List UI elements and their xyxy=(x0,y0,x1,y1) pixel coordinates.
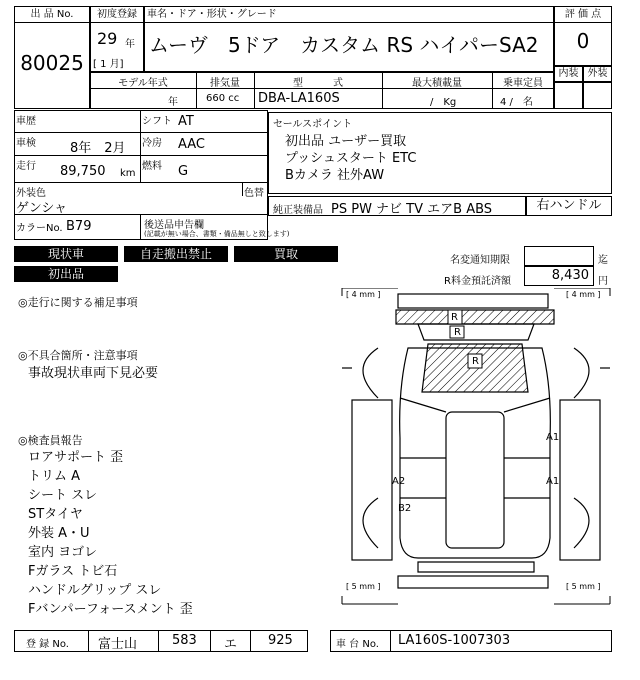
mileage-unit: km xyxy=(120,168,136,179)
exterior-label: 外装 xyxy=(583,66,612,82)
name-change-label: 名変通知期限 xyxy=(450,255,510,266)
tire-rear-right: [ 5 mm ] xyxy=(566,582,601,591)
tire-rear-left: [ 5 mm ] xyxy=(346,582,381,591)
carname: ムーヴ 5ドア カスタム RS ハイパーSA2 xyxy=(149,33,539,57)
equip-value: PS PW ナビ TV エアB ABS xyxy=(331,202,493,217)
ac-label: 冷房 xyxy=(142,138,162,149)
defect-text: 事故現状車両下見必要 xyxy=(28,366,159,381)
inspector-line-5: 外装 A・U xyxy=(28,526,90,541)
mark-r-grille: R xyxy=(454,327,461,338)
chassis-label: 車 台 No. xyxy=(336,639,379,650)
reg-number: 925 xyxy=(268,633,293,648)
displacement: 660 cc xyxy=(206,93,240,104)
interior-label: 内装 xyxy=(554,66,583,82)
ext-color-label: 外装色 xyxy=(16,188,46,199)
badge-buyback: 買取 xyxy=(234,246,338,262)
fuel-value: G xyxy=(178,164,189,179)
ac-value: AAC xyxy=(178,137,205,152)
model-year-unit: 年 xyxy=(168,97,178,108)
reg-place: 富士山 xyxy=(98,637,138,652)
equip-label: 純正装備品 xyxy=(273,205,323,216)
inspector-line-3: シート スレ xyxy=(28,488,98,503)
ext-color: ゲンシャ xyxy=(16,201,68,216)
aftermarket-label: 後送品申告欄 xyxy=(144,220,204,231)
car-diagram xyxy=(338,288,614,608)
sales-title: セールスポイント xyxy=(273,119,353,130)
exterior-score xyxy=(583,82,612,109)
reg-kana: エ xyxy=(224,637,238,652)
mileage-label: 走行 xyxy=(16,161,36,172)
reg-year: 29 xyxy=(97,29,118,48)
reg-month: [ 1 月] xyxy=(93,59,124,70)
score-box xyxy=(554,6,612,66)
shift-value: AT xyxy=(178,114,194,129)
carname-box xyxy=(144,6,554,72)
interior-score xyxy=(554,82,583,109)
mark-a2: A2 xyxy=(392,476,406,487)
score-value: 0 xyxy=(576,29,590,53)
reg-year-unit: 年 xyxy=(125,39,135,50)
mileage-value: 89,750 xyxy=(60,164,106,179)
capacity-label: 乗車定員 xyxy=(503,78,543,89)
lot-box xyxy=(14,6,90,109)
color-change-label: 色替 xyxy=(244,188,264,199)
chassis-number: LA160S-1007303 xyxy=(398,633,511,648)
history-label: 車歴 xyxy=(16,116,36,127)
reg-class: 583 xyxy=(172,633,197,648)
tire-front-left: [ 4 mm ] xyxy=(346,290,381,299)
inspector-line-4: STタイヤ xyxy=(28,507,83,522)
lot-number: 80025 xyxy=(20,51,84,75)
mark-r-windshield: R xyxy=(472,356,479,367)
max-load: / Kg xyxy=(430,97,457,108)
inspection-label: 車検 xyxy=(16,138,36,149)
mark-b2: B2 xyxy=(398,503,412,514)
score-label: 評 価 点 xyxy=(555,7,611,23)
fuel-label: 燃料 xyxy=(142,161,162,172)
badge-first: 初出品 xyxy=(14,266,118,282)
recycle-label: R料金預託済額 xyxy=(444,276,511,287)
type-label: 型 式 xyxy=(293,78,343,89)
inspector-line-7: Fガラス トビ石 xyxy=(28,564,118,579)
inspector-line-1: ロアサポート 歪 xyxy=(28,450,124,465)
color-no-label: カラーNo. xyxy=(16,223,63,234)
name-change-value xyxy=(524,246,594,266)
type: DBA-LA160S xyxy=(258,91,340,106)
inspector-line-6: 室内 ヨゴレ xyxy=(28,545,98,560)
tire-front-right: [ 4 mm ] xyxy=(566,290,601,299)
equip-box xyxy=(268,196,526,216)
defect-title: ◎不具合箇所・注意事項 xyxy=(18,349,138,362)
displacement-label: 排気量 xyxy=(210,78,240,89)
mark-r-hood: R xyxy=(451,312,458,323)
shift-label: シフト xyxy=(142,116,172,127)
driving-remarks-title: ◎走行に関する補足事項 xyxy=(18,296,138,309)
reg-label: 登 録 No. xyxy=(26,639,69,650)
aftermarket-note: (記載が無い場合、書類・備品無しと致します) xyxy=(144,230,290,238)
sales-box xyxy=(268,112,612,194)
inspector-line-2: トリム A xyxy=(28,469,81,484)
badge-current: 現状車 xyxy=(14,246,118,262)
handle-box: 右ハンドル xyxy=(526,196,612,216)
max-load-label: 最大積載量 xyxy=(412,78,462,89)
badge-no-drive: 自走搬出禁止 xyxy=(124,246,228,262)
first-reg-box xyxy=(90,6,144,72)
recycle-unit: 円 xyxy=(598,276,608,287)
carname-label: 車名・ドア・形状・グレード xyxy=(145,7,553,23)
mark-a1-upper: A1 xyxy=(546,432,560,443)
inspector-line-8: ハンドルグリップ スレ xyxy=(28,583,162,598)
sales-line-1: 初出品 ユーザー買取 xyxy=(285,134,407,149)
mark-a1-lower: A1 xyxy=(546,476,560,487)
recycle-value: 8,430 xyxy=(524,266,594,286)
model-year-label: モデル年式 xyxy=(118,78,168,89)
sales-line-2: プッシュスタート ETC xyxy=(285,151,417,166)
inspector-line-9: Fバンパーフォースメント 歪 xyxy=(28,602,193,617)
inspection-value: 8年 2月 xyxy=(70,141,126,156)
first-reg-label: 初度登録 xyxy=(91,7,143,23)
sales-line-3: Bカメラ 社外AW xyxy=(285,168,385,183)
color-no: B79 xyxy=(66,219,92,234)
lot-label: 出 品 No. xyxy=(15,7,89,23)
name-change-suffix: 迄 xyxy=(598,255,608,266)
inspector-title: ◎検査員報告 xyxy=(18,434,83,447)
capacity: 4 / 名 xyxy=(500,97,533,108)
